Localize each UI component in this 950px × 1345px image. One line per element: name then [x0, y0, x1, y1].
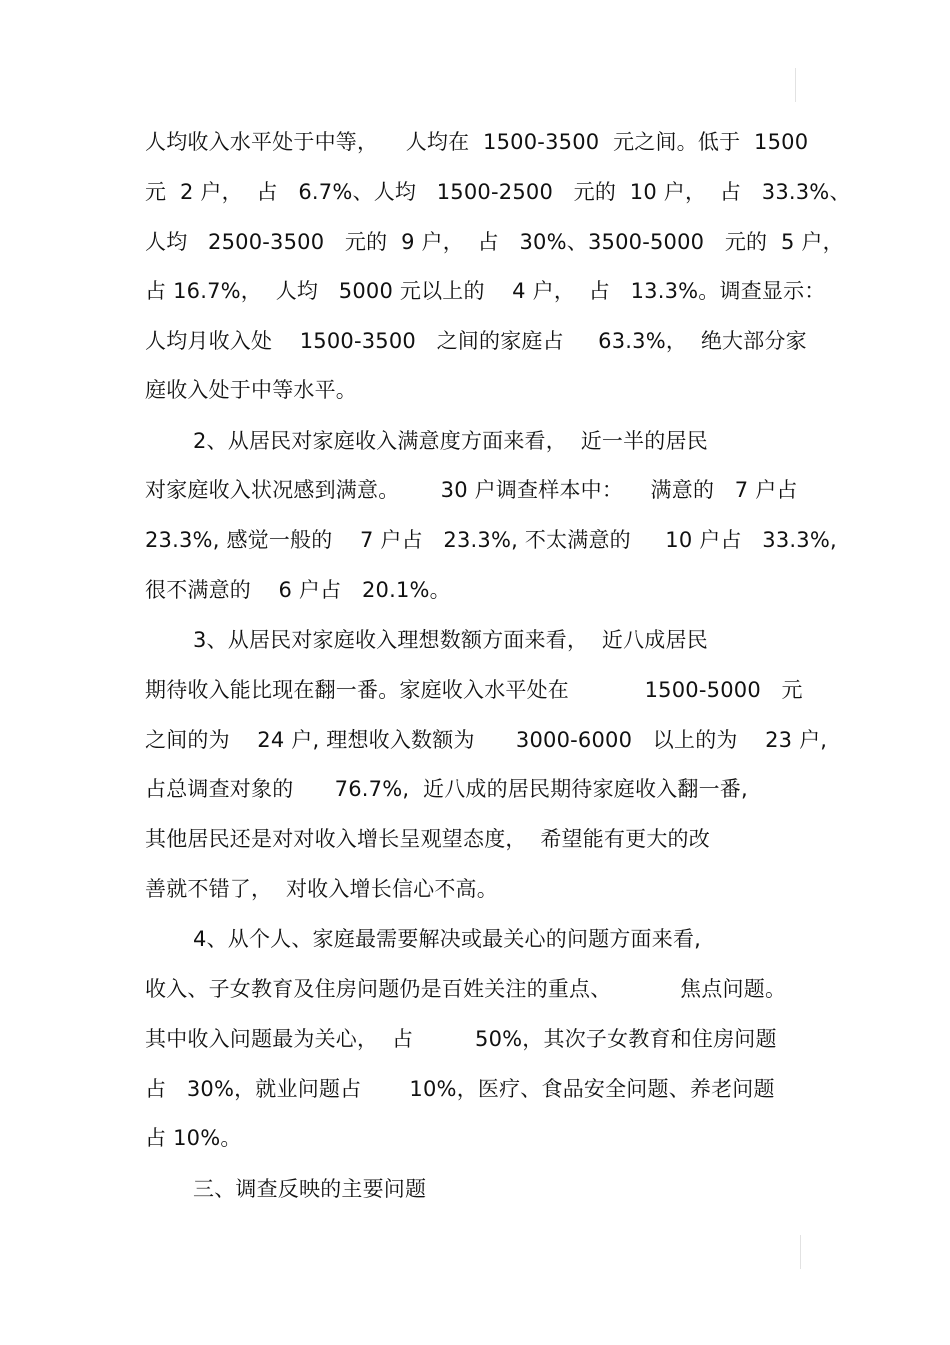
text-line: 善就不错了， 对收入增长信心不高。: [145, 877, 498, 901]
text-line: 其他居民还是对对收入增长呈观望态度， 希望能有更大的改: [145, 827, 710, 851]
text-line: 占总调查对象的 76.7%, 近八成的居民期待家庭收入翻一番,: [145, 777, 748, 801]
text-line: 收入、子女教育及住房问题仍是百姓关注的重点、 焦点问题。: [145, 977, 787, 1001]
section-heading: 三、调查反映的主要问题: [193, 1177, 427, 1201]
page-edge-mark-top: [795, 68, 796, 102]
text-line: 对家庭收入状况感到满意。 30 户调查样本中： 满意的 7 户占: [145, 478, 798, 502]
text-line: 3、从居民对家庭收入理想数额方面来看， 近八成居民: [193, 628, 708, 652]
text-line: 人均 2500-3500 元的 9 户， 占 30%、3500-5000 元的 5 户，: [145, 230, 844, 254]
text-line: 元 2 户， 占 6.7%、人均 1500-2500 元的 10 户， 占 33.3%、: [145, 180, 851, 204]
text-line: 人均收入水平处于中等， 人均在 1500-3500 元之间。低于 1500: [145, 130, 809, 154]
text-line: 23.3%, 感觉一般的 7 户占 23.3%, 不太满意的 10 户占 33.3%,: [145, 528, 837, 552]
text-line: 其中收入问题最为关心， 占 50%，其次子女教育和住房问题: [145, 1027, 777, 1051]
text-line: 2、从居民对家庭收入满意度方面来看， 近一半的居民: [193, 429, 708, 453]
text-line: 之间的为 24 户, 理想收入数额为 3000-6000 以上的为 23 户,: [145, 728, 828, 752]
text-line: 庭收入处于中等水平。: [145, 378, 357, 402]
text-line: 占 30%，就业问题占 10%，医疗、食品安全问题、养老问题: [145, 1077, 775, 1101]
text-line: 占 10%。: [145, 1126, 242, 1150]
text-line: 很不满意的 6 户占 20.1%。: [145, 578, 451, 602]
text-line: 4、从个人、家庭最需要解决或最关心的问题方面来看,: [193, 927, 702, 951]
text-line: 人均月收入处 1500-3500 之间的家庭占 63.3%， 绝大部分家: [145, 329, 807, 353]
text-line: 期待收入能比现在翻一番。家庭收入水平处在 1500-5000 元: [145, 678, 803, 702]
page-edge-mark-bottom: [800, 1235, 801, 1269]
text-line: 占 16.7%， 人均 5000 元以上的 4 户， 占 13.3%。调查显示：: [145, 279, 826, 303]
